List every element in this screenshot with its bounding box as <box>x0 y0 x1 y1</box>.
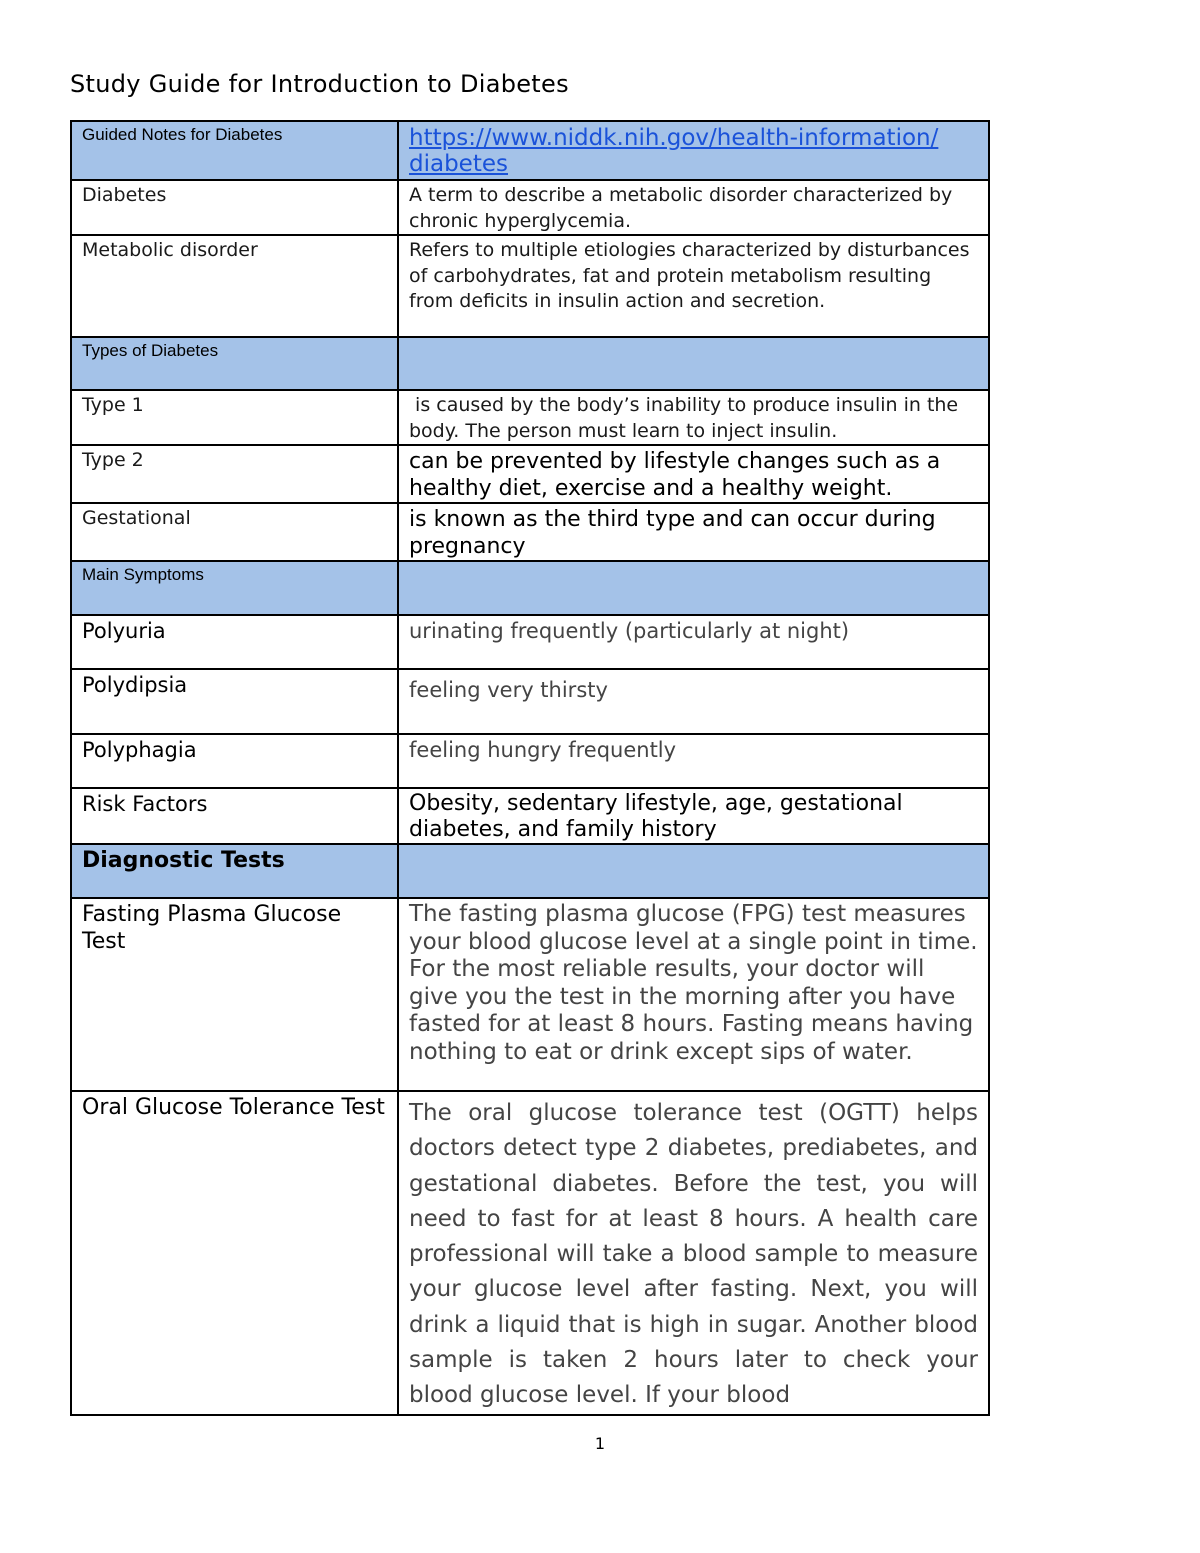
term-type-1: Type 1 <box>71 390 398 445</box>
guided-notes-label: Guided Notes for Diabetes <box>71 121 398 180</box>
definition-diabetes: A term to describe a metabolic disorder characterized by chronic hyperglycemia. <box>398 180 989 235</box>
term-polyuria: Polyuria <box>71 615 398 669</box>
niddk-link-line1: https://www.niddk.nih.gov/health-information/ <box>409 125 939 151</box>
table-row-types-header <box>71 337 989 390</box>
page-title: Study Guide for Introduction to Diabetes <box>70 70 569 98</box>
table-row-fpg <box>71 898 989 1091</box>
definition-type-2: can be prevented by lifestyle changes such as a healthy diet, exercise and a healthy weight. <box>398 445 989 503</box>
empty-cell <box>398 337 989 390</box>
definition-polyphagia: feeling hungry frequently <box>398 734 989 788</box>
definition-metabolic-disorder: Refers to multiple etiologies characterized by disturbances of carbohydrates, fat and protein metabolism resulting from deficits in insulin action and secretion. <box>398 235 989 337</box>
table-row-diagnostic-header <box>71 844 989 898</box>
definition-polydipsia: feeling very thirsty <box>398 669 989 734</box>
section-diagnostic-tests: Diagnostic Tests <box>71 844 398 898</box>
term-diabetes: Diabetes <box>71 180 398 235</box>
table-row-polydipsia <box>71 669 989 734</box>
table-row-symptoms-header <box>71 561 989 615</box>
page-number: 1 <box>594 1434 606 1453</box>
definition-risk-factors: Obesity, sedentary lifestyle, age, gestational diabetes, and family history <box>398 788 989 844</box>
empty-cell <box>398 561 989 615</box>
study-guide-table <box>70 120 990 1416</box>
definition-polyuria: urinating frequently (particularly at night) <box>398 615 989 669</box>
niddk-link[interactable] <box>409 125 978 177</box>
term-oral-glucose-tolerance-test: Oral Glucose Tolerance Test <box>71 1091 398 1415</box>
definition-gestational: is known as the third type and can occur during pregnancy <box>398 503 989 561</box>
table-row-gestational <box>71 503 989 561</box>
table-row-type1 <box>71 390 989 445</box>
term-polyphagia: Polyphagia <box>71 734 398 788</box>
table-row-ogtt <box>71 1091 989 1415</box>
definition-fpg-test: The fasting plasma glucose (FPG) test measures your blood glucose level at a single point in time. For the most reliable results, your doctor will give you the test in the morning after you have fasted for at least 8 hours. Fasting means having nothing to eat or drink except sips of water. <box>398 898 989 1091</box>
term-polydipsia: Polydipsia <box>71 669 398 734</box>
table-row-guided-notes <box>71 121 989 180</box>
section-main-symptoms: Main Symptoms <box>71 561 398 615</box>
niddk-link-line2: diabetes <box>409 151 508 177</box>
definition-ogtt: The oral glucose tolerance test (OGTT) helps doctors detect type 2 diabetes, prediabetes, and gestational diabetes. Before the test, you will need to fast for at least 8 hours. A health care professional will take a blood sample to measure your glucose level after fasting. Next, you will drink a liquid that is high in sugar. Another blood sample is taken 2 hours later to check your blood glucose level. If your blood <box>398 1091 989 1415</box>
table-row-metabolic <box>71 235 989 337</box>
table-row-risk-factors <box>71 788 989 844</box>
definition-type-1: is caused by the body’s inability to produce insulin in the body. The person must learn to inject insulin. <box>398 390 989 445</box>
term-risk-factors: Risk Factors <box>71 788 398 844</box>
term-type-2: Type 2 <box>71 445 398 503</box>
term-metabolic-disorder: Metabolic disorder <box>71 235 398 337</box>
table-row-polyuria <box>71 615 989 669</box>
empty-cell <box>398 844 989 898</box>
table-row-polyphagia <box>71 734 989 788</box>
section-types-of-diabetes: Types of Diabetes <box>71 337 398 390</box>
niddk-link-cell <box>398 121 989 180</box>
term-gestational: Gestational <box>71 503 398 561</box>
term-fasting-plasma-glucose-test: Fasting Plasma Glucose Test <box>71 898 398 1091</box>
table-row-diabetes <box>71 180 989 235</box>
table-row-type2 <box>71 445 989 503</box>
